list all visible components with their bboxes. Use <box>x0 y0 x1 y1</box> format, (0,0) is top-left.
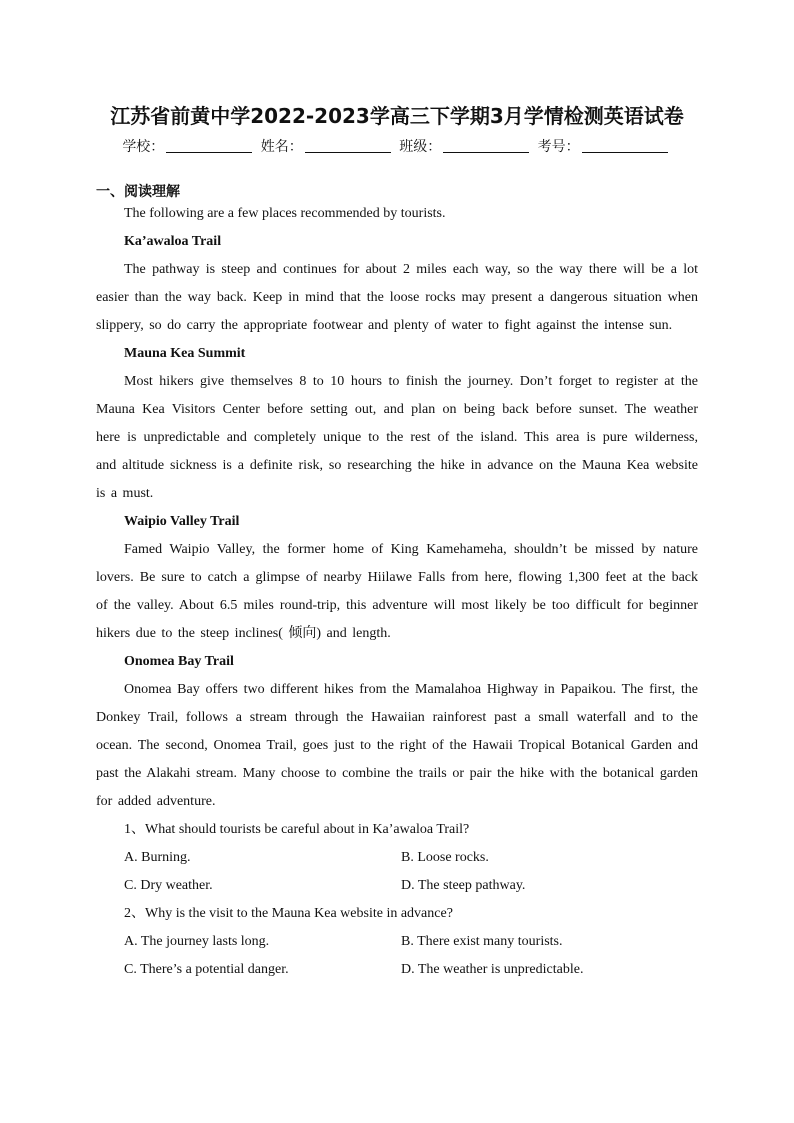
passage-heading: Ka’awaloa Trail <box>124 234 222 249</box>
class-blank[interactable] <box>443 138 529 153</box>
option-row <box>96 844 698 872</box>
option-row <box>96 872 698 900</box>
option-d[interactable]: D. The steep pathway. <box>401 878 526 893</box>
exam-no-label: 考号： <box>537 139 580 155</box>
school-blank[interactable] <box>166 138 252 153</box>
question-stem: 1、What should tourists be careful about in Ka’awaloa Trail? <box>124 822 470 837</box>
class-label: 班级： <box>399 139 442 155</box>
option-c[interactable]: C. There’s a potential danger. <box>124 962 289 977</box>
option-c[interactable]: C. Dry weather. <box>124 878 213 893</box>
passage-text: The pathway is steep and continues for about 2 miles each way, so the way there will be a lot easier than the way back. Keep in mind that the loose rocks may present a dangerous situation when slippery, so do carry the appropriate footwear and plenty of water to fight against the intense sun. <box>96 262 698 333</box>
exam-no-blank[interactable] <box>582 138 668 153</box>
reading-content <box>96 200 698 984</box>
option-d[interactable]: D. The weather is unpredictable. <box>401 962 584 977</box>
option-b[interactable]: B. There exist many tourists. <box>401 934 563 949</box>
passage-heading: Mauna Kea Summit <box>124 346 246 361</box>
question-stem: 2、Why is the visit to the Mauna Kea website in advance? <box>124 906 453 921</box>
option-row <box>96 928 698 956</box>
option-b[interactable]: B. Loose rocks. <box>401 850 489 865</box>
name-label: 姓名： <box>260 139 303 155</box>
section-title: 一、阅读理解 <box>96 184 180 200</box>
name-blank[interactable] <box>305 138 391 153</box>
student-info-line <box>0 136 794 156</box>
passage-heading: Waipio Valley Trail <box>124 514 240 529</box>
option-a[interactable]: A. The journey lasts long. <box>124 934 270 949</box>
passage-text: Famed Waipio Valley, the former home of King Kamehameha, shouldn’t be missed by nature lovers. Be sure to catch a glimpse of nearby Hiilawe Falls from here, flowing 1,300 feet at the back of the valley. About 6.5 miles round-trip, this adventure will most likely be too difficult for beginner hikers due to the steep inclines( 倾向) and length. <box>96 542 698 641</box>
passage-text: Onomea Bay offers two different hikes from the Mamalahoa Highway in Papaikou. The first, the Donkey Trail, follows a stream through the Hawaiian rainforest past a small waterfall and to the ocean. The second, Onomea Trail, goes just to the right of the Hawaii Tropical Botanical Garden and past the Alakahi stream. Many choose to combine the trails or pair the hike with the botanical garden for added adventure. <box>96 682 698 809</box>
passage-text: Most hikers give themselves 8 to 10 hours to finish the journey. Don’t forget to register at the Mauna Kea Visitors Center before setting out, and plan on being back before sunset. The weather here is unpredictable and completely unique to the rest of the island. This area is pure wilderness, and altitude sickness is a definite risk, so researching the hike in advance on the Mauna Kea website is a must. <box>96 374 698 501</box>
section-intro: The following are a few places recommended by tourists. <box>124 206 446 221</box>
option-a[interactable]: A. Burning. <box>124 850 191 865</box>
school-label: 学校： <box>122 139 165 155</box>
option-row <box>96 956 698 984</box>
passage-heading: Onomea Bay Trail <box>124 654 234 669</box>
exam-title: 江苏省前黄中学2022-2023学高三下学期3月学情检测英语试卷 <box>110 104 684 128</box>
